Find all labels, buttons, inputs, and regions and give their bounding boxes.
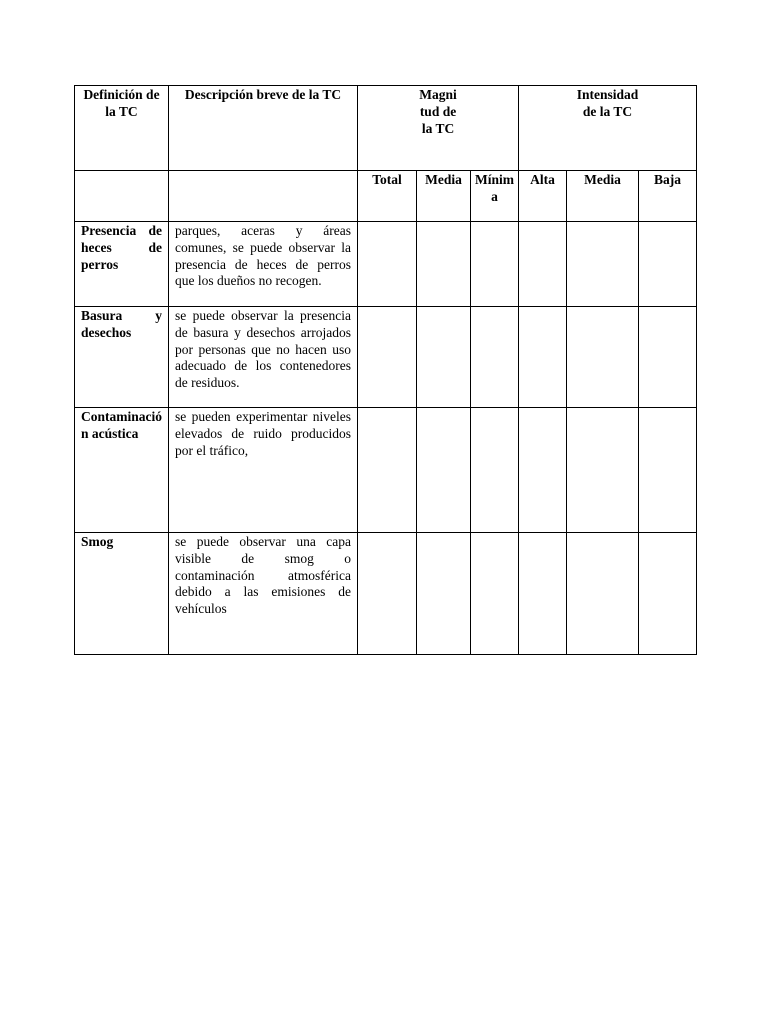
header-magnitud [358,86,519,171]
row-definition: Basura y desechos [75,307,169,408]
header-row [75,86,697,171]
cell-baja [639,307,697,408]
row-definition: Smog [75,533,169,655]
cell-media-intensidad [567,408,639,533]
table-row [75,307,697,408]
row-definition-text: Contaminación acústica [81,409,162,441]
row-definition [75,408,169,533]
cell-baja [639,533,697,655]
row-description: parques, aceras y áreas comunes, se puede observar la presencia de heces de perros que los dueños no recogen. [169,222,358,307]
header-definicion-text: Definición de la TC [83,87,160,119]
cell-total [358,307,417,408]
header-magnitud-text: Magnitud de la TC [419,87,457,136]
subheader-empty-1 [75,171,169,222]
subheader-total [358,171,417,222]
header-descripcion-text: Descripción breve de la TC [184,87,342,102]
cell-minima [471,222,519,307]
cell-total [358,222,417,307]
cell-alta [519,408,567,533]
header-descripcion [169,86,358,171]
subheader-baja [639,171,697,222]
cell-total [358,408,417,533]
subheader-media-intensidad-text: Media [584,172,621,187]
cell-minima [471,307,519,408]
cell-alta [519,307,567,408]
row-description: se puede observar una capa visible de smog o contaminación atmosférica debido a las emisiones de vehículos [169,533,358,655]
cell-baja [639,222,697,307]
cell-total [358,533,417,655]
subheader-media-magnitud [417,171,471,222]
row-description: se pueden experimentar niveles elevados de ruido producidos por el tráfico, [169,408,358,533]
subheader-total-text: Total [372,172,402,187]
subheader-baja-text: Baja [654,172,682,187]
subheader-minima-text: Mínima [475,172,515,204]
cell-media-intensidad [567,533,639,655]
table-row [75,408,697,533]
header-intensidad-text: Intensidad de la TC [576,87,639,119]
cell-media-intensidad [567,222,639,307]
subheader-media-intensidad [567,171,639,222]
subheader-alta-text: Alta [530,172,555,187]
cell-media-intensidad [567,307,639,408]
cell-baja [639,408,697,533]
cell-media-magnitud [417,222,471,307]
header-intensidad [519,86,697,171]
cell-media-magnitud [417,533,471,655]
header-definicion [75,86,169,171]
table-row [75,533,697,655]
cell-alta [519,222,567,307]
row-definition: Presencia de heces de perros [75,222,169,307]
cell-alta [519,533,567,655]
table-row [75,222,697,307]
subheader-minima [471,171,519,222]
subheader-empty-2 [169,171,358,222]
cell-media-magnitud [417,307,471,408]
subheader-media-magnitud-text: Media [425,172,462,187]
subheader-alta [519,171,567,222]
subheader-row [75,171,697,222]
cell-media-magnitud [417,408,471,533]
evaluation-table [74,85,697,655]
cell-minima [471,408,519,533]
cell-minima [471,533,519,655]
row-description: se puede observar la presencia de basura y desechos arrojados por personas que no hacen uso adecuado de los contenedores de residuos. [169,307,358,408]
